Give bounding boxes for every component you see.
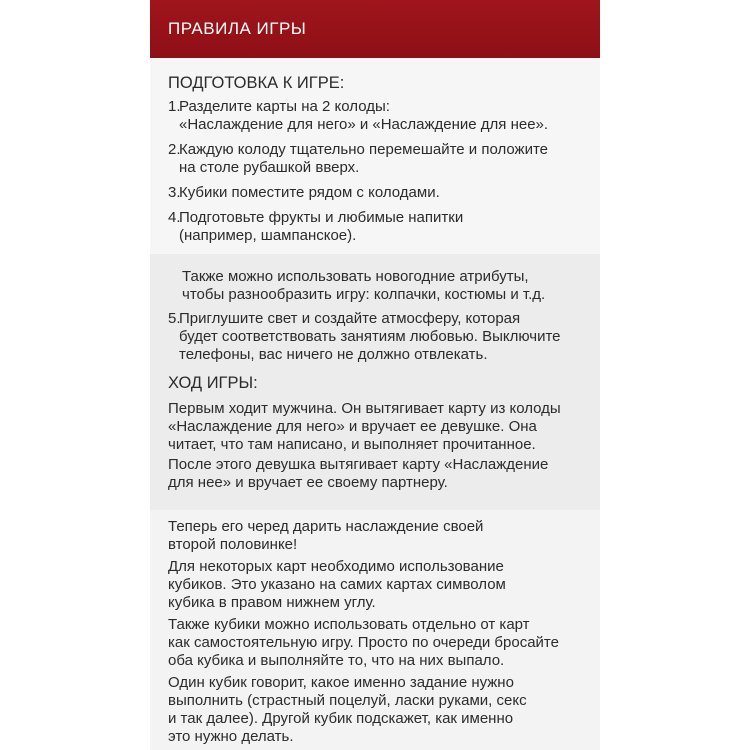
step-text: Разделите карты на 2 колоды: «Наслаждение для него» и «Наслаждение для нее». [179,98,549,133]
preparation-steps [168,98,588,252]
list-item [168,98,588,134]
step-text: Приглушите свет и создайте атмосферу, которая будет соответствовать занятиям любовью. Выключите телефоны, вас ничего не должно отвлекать. [179,310,561,363]
gameplay-paragraph-1: Первым ходит мужчина. Он вытягивает карту из колоды «Наслаждение для него» и вручает ее девушке. Она читает, что там написано, и выполняет прочитанное. [168,400,561,453]
step-text: Каждую колоду тщательно перемешайте и положите на столе рубашкой вверх. [179,141,549,176]
dice-paragraph-3: Один кубик говорит, какое именно задание нужно выполнить (страстный поцелуй, ласки руками, секс и так далее). Другой кубик подскажет, как именно это нужно делать. [168,674,527,745]
dice-section [150,510,600,750]
list-item [168,184,588,202]
step-number: 3. [168,184,181,201]
step-number: 1. [168,98,181,115]
list-item [168,209,588,245]
step-number: 5. [168,310,181,327]
rules-card [150,0,600,750]
preparation-step-5 [168,310,588,371]
rules-title: ПРАВИЛА ИГРЫ [168,19,307,38]
dice-paragraph-1: Для некоторых карт необходимо использование кубиков. Это указано на самих картах символом кубика в правом нижнем углу. [168,558,506,611]
list-item [168,141,588,177]
gameplay-paragraph-2: После этого девушка вытягивает карту «Наслаждение для нее» и вручает ее своему партнеру. [168,456,549,491]
step-text: Кубики поместите рядом с колодами. [179,184,440,201]
list-item [168,310,588,364]
rules-header [150,0,600,58]
dice-paragraph-2: Также кубики можно использовать отдельно от карт как самостоятельную игру. Просто по очереди бросайте оба кубика и выполняйте то, что на них выпало. [168,616,559,669]
preparation-section [150,58,600,254]
step-number: 4. [168,209,181,226]
gameplay-paragraph-3: Теперь его черед дарить наслаждение своей второй половинке! [168,518,484,553]
attributes-note: Также можно использовать новогодние атрибуты, чтобы разнообразить игру: колпачки, костюмы и т.д. [182,268,546,303]
step-number: 2. [168,141,181,158]
step-text: Подготовьте фрукты и любимые напитки (например, шампанское). [179,209,464,244]
gameplay-heading: ХОД ИГРЫ: [168,374,258,392]
preparation-heading: ПОДГОТОВКА К ИГРЕ: [168,74,345,92]
notes-and-gameplay-section [150,254,600,510]
